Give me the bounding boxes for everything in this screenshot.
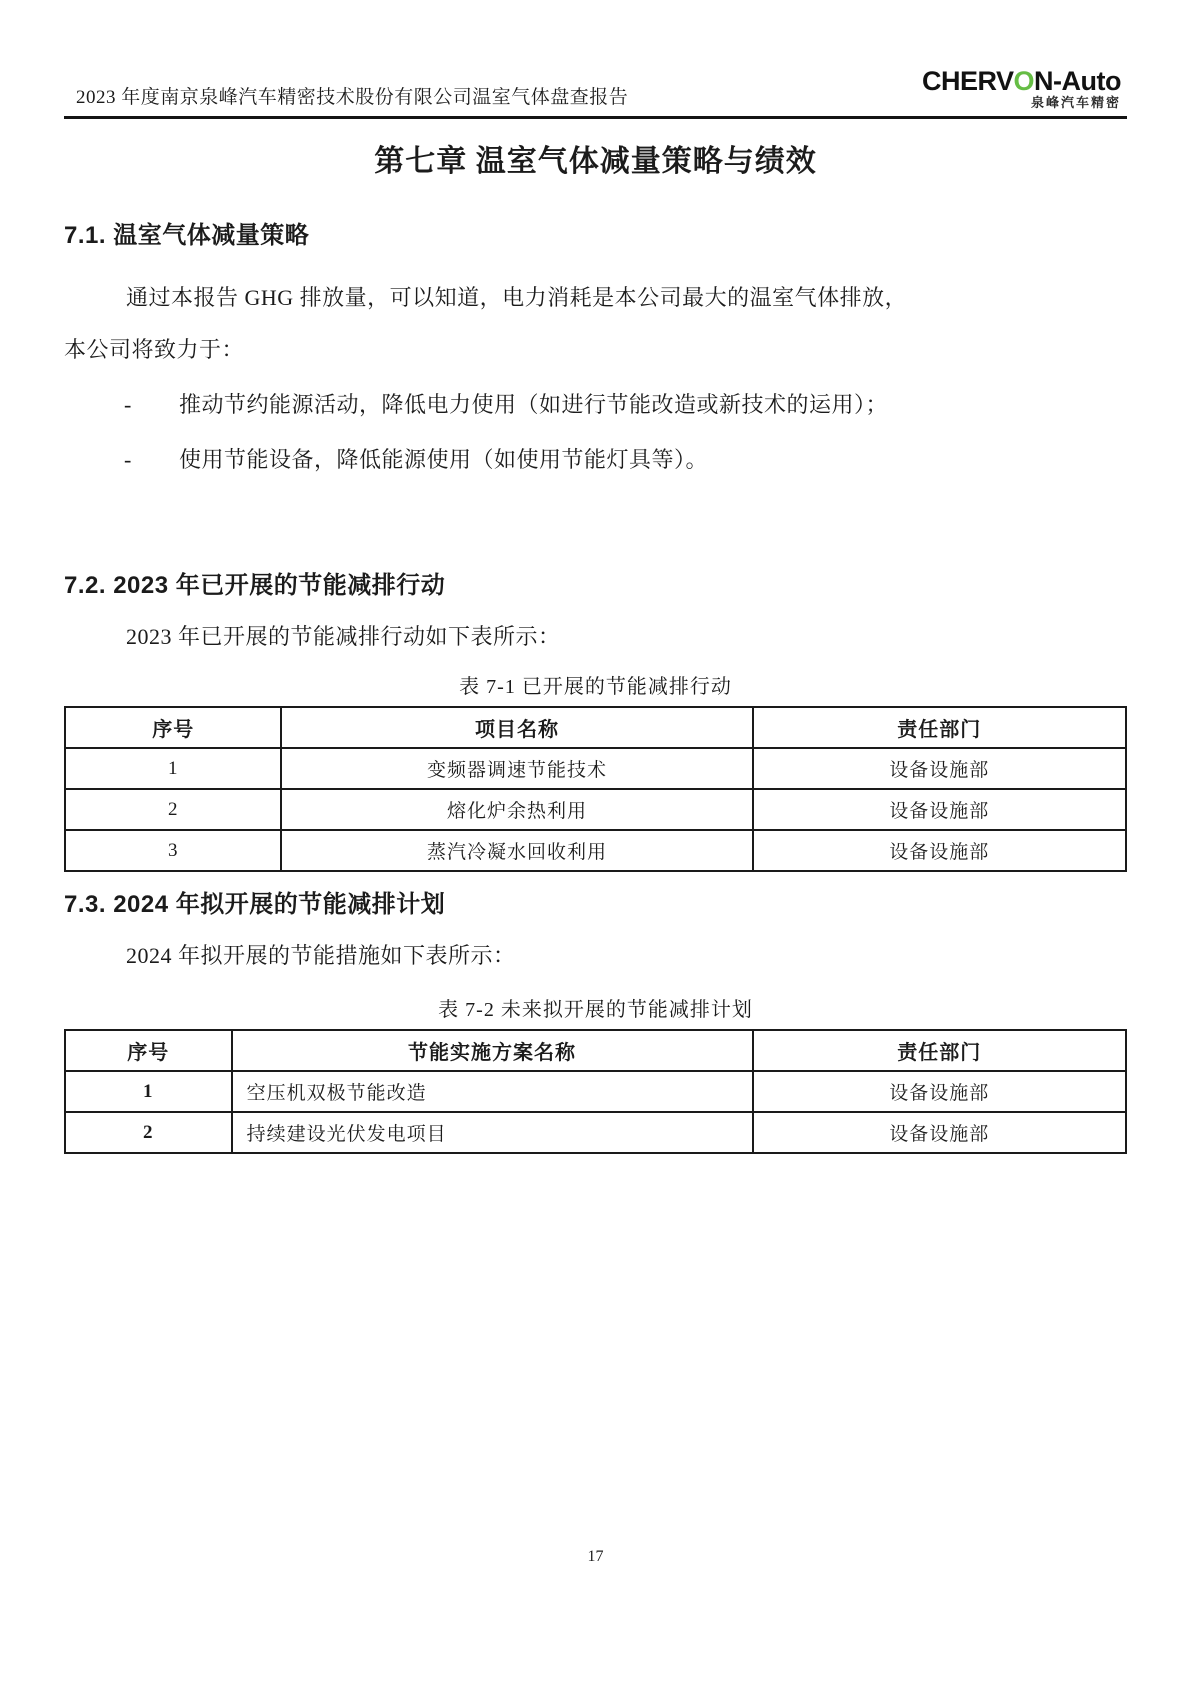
table-cell: 设备设施部 (753, 1071, 1127, 1112)
table-7-1-caption: 表 7-1 已开展的节能减排行动 (459, 676, 732, 698)
logo-text-suffix: N-Auto (1034, 66, 1121, 96)
logo-wordmark (922, 68, 1121, 95)
table-row (65, 1112, 1126, 1153)
logo-green-o-icon: O (1013, 66, 1035, 96)
bullet-item (64, 390, 1127, 420)
section-7-1-heading: 7.1. 温室气体减量策略 (64, 222, 310, 249)
table-cell: 蒸汽冷凝水回收利用 (281, 830, 752, 871)
table-header-row (65, 707, 1126, 748)
table-header-cell: 责任部门 (753, 1030, 1127, 1071)
table-7-1 (64, 706, 1127, 872)
table-cell: 1 (65, 748, 281, 789)
table-7-2 (64, 1029, 1127, 1154)
table-header-cell: 节能实施方案名称 (232, 1030, 753, 1071)
table-cell: 熔化炉余热利用 (281, 789, 752, 830)
bullet-text: 推动节约能源活动，降低电力使用（如进行节能改造或新技术的运用）； (179, 392, 889, 417)
table-cell: 变频器调速节能技术 (281, 748, 752, 789)
paragraph-7-3: 2024 年拟开展的节能措施如下表所示： (126, 943, 516, 968)
bullet-item (64, 445, 1127, 475)
table-row (65, 830, 1126, 871)
paragraph-7-1-line-1: 通过本报告 GHG 排放量，可以知道，电力消耗是本公司最大的温室气体排放， (126, 285, 908, 310)
page-header (64, 68, 1127, 119)
paragraph-7-2: 2023 年已开展的节能减排行动如下表所示： (126, 624, 561, 649)
table-cell: 设备设施部 (753, 748, 1126, 789)
report-title: 2023 年度南京泉峰汽车精密技术股份有限公司温室气体盘查报告 (76, 87, 629, 108)
page-number: 17 (587, 1548, 604, 1565)
table-header-row (65, 1030, 1126, 1071)
table-cell: 2 (65, 1112, 232, 1153)
table-cell: 1 (65, 1071, 232, 1112)
table-cell: 3 (65, 830, 281, 871)
table-header-cell: 项目名称 (281, 707, 752, 748)
chapter-title: 第七章 温室气体减量策略与绩效 (374, 145, 817, 178)
chervon-auto-logo (922, 68, 1121, 111)
table-7-2-caption: 表 7-2 未来拟开展的节能减排计划 (438, 999, 753, 1021)
table-header-cell: 序号 (65, 1030, 232, 1071)
table-cell: 持续建设光伏发电项目 (232, 1112, 753, 1153)
section-7-3-heading: 7.3. 2024 年拟开展的节能减排计划 (64, 891, 446, 918)
table-cell: 空压机双极节能改造 (232, 1071, 753, 1112)
table-cell: 设备设施部 (753, 830, 1126, 871)
table-cell: 设备设施部 (753, 789, 1126, 830)
table-row (65, 1071, 1126, 1112)
table-header-cell: 序号 (65, 707, 281, 748)
paragraph-7-1-line-2: 本公司将致力于： (64, 337, 245, 362)
logo-text-prefix: CHERV (921, 66, 1014, 96)
table-header-cell: 责任部门 (753, 707, 1126, 748)
section-7-2-heading: 7.2. 2023 年已开展的节能减排行动 (64, 572, 446, 599)
table-row (65, 748, 1126, 789)
table-row (65, 789, 1126, 830)
table-cell: 2 (65, 789, 281, 830)
bullet-marker: - (124, 392, 132, 417)
bullet-text: 使用节能设备，降低能源使用（如使用节能灯具等）。 (179, 447, 709, 472)
logo-subtitle: 泉峰汽车精密 (1030, 95, 1121, 110)
bullet-marker: - (124, 447, 132, 472)
table-cell: 设备设施部 (753, 1112, 1127, 1153)
